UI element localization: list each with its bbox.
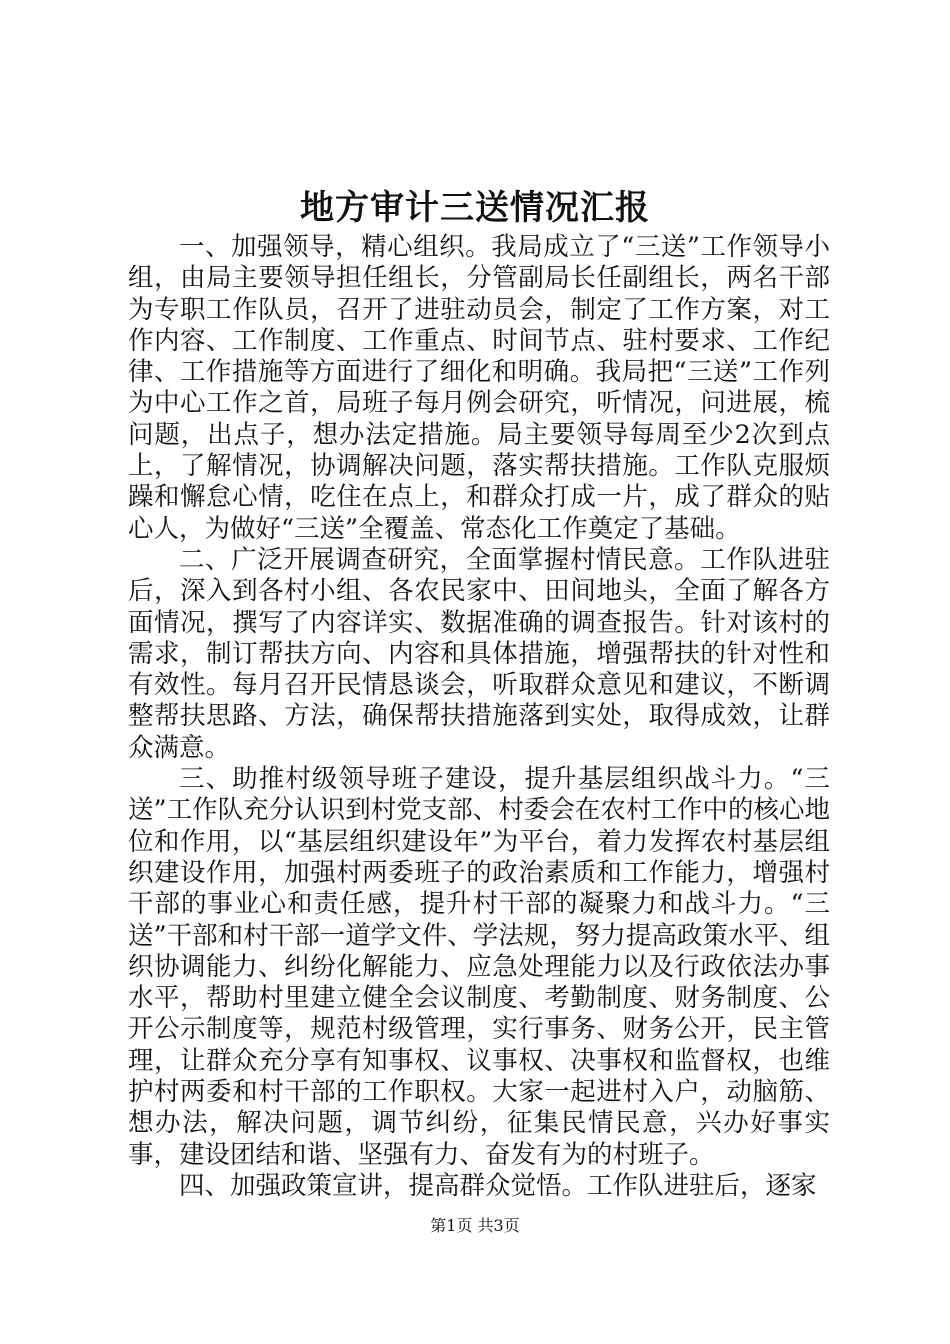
- paragraph-3: 三、助推村级领导班子建设，提升基层组织战斗力。“三送”工作队充分认识到村党支部、村委会在农村工作中的核心地位和作用，以“基层组织建设年”为平台，着力发挥农村基层组织建设作用，加强村两委班子的政治素质和工作能力，增强村干部的事业心和责任感，提升村干部的凝聚力和战斗力。“三送”干部和村干部一道学文件、学法规，努力提高政策水平、组织协调能力、纠纷化解能力、应急处理能力以及行政依法办事水平，帮助村里建立健全会议制度、考勤制度、财务制度、公开公示制度等，规范村级管理，实行事务、财务公开，民主管理，让群众充分享有知事权、议事权、决事权和监督权，也维护村两委和村干部的工作职权。大家一起进村入户，动脑筋、想办法，解决问题，调节纠纷，征集民情民意，兴办好事实事，建设团结和谐、坚强有力、奋发有为的村班子。: [128, 764, 830, 1170]
- paragraph-4: 四、加强政策宣讲，提高群众觉悟。工作队进驻后，逐家: [179, 1170, 817, 1201]
- document-body: [128, 232, 830, 1202]
- page-footer: 第1页 共3页: [430, 1216, 520, 1235]
- paragraph-2: 二、广泛开展调查研究，全面掌握村情民意。工作队进驻后，深入到各村小组、各农民家中、田间地头，全面了解各方面情况，撰写了内容详实、数据准确的调查报告。针对该村的需求，制订帮扶方向、内容和具体措施，增强帮扶的针对性和有效性。每月召开民情恳谈会，听取群众意见和建议，不断调整帮扶思路、方法，确保帮扶措施落到实处，取得成效，让群众满意。: [128, 544, 830, 763]
- document-title: 地方审计三送情况汇报: [300, 188, 650, 228]
- paragraph-1: 一、加强领导，精心组织。我局成立了“三送”工作领导小组，由局主要领导担任组长，分管副局长任副组长，两名干部为专职工作队员，召开了进驻动员会，制定了工作方案，对工作内容、工作制度、工作重点、时间节点、驻村要求、工作纪律、工作措施等方面进行了细化和明确。我局把“三送”工作列为中心工作之首，局班子每月例会研究，听情况，问进展，梳问题，出点子，想办法定措施。局主要领导每周至少2次到点上，了解情况，协调解决问题，落实帮扶措施。工作队克服烦躁和懈怠心情，吃住在点上，和群众打成一片，成了群众的贴心人，为做好“三送”全覆盖、常态化工作奠定了基础。: [128, 232, 830, 544]
